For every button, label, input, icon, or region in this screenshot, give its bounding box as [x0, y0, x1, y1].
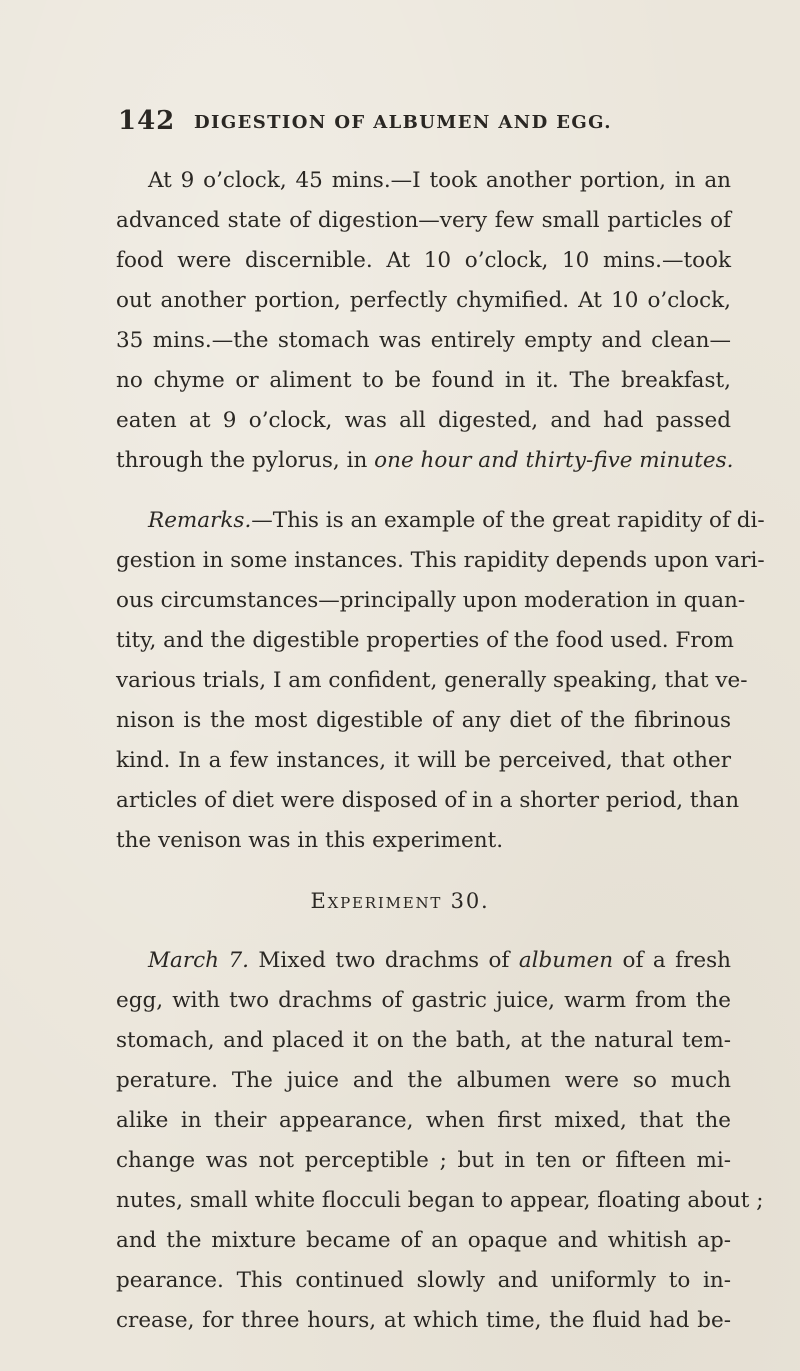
page-header — [108, 106, 738, 146]
text-line: perature. The juice and the albumen were so much — [116, 1068, 731, 1093]
italic-phrase: one hour and thirty-five minutes. — [374, 448, 734, 473]
text-segment: of a fresh — [613, 948, 731, 973]
text-line: 35 mins.—the stomach was entirely empty and clean— — [116, 328, 731, 353]
text-line: ous circumstances—principally upon moderation in quan- — [116, 588, 746, 613]
text-line: nison is the most digestible of any diet of the fibrinous — [116, 708, 731, 733]
text-line: articles of diet were disposed of in a shorter period, than — [116, 788, 740, 813]
section-heading: Experiment 30. — [310, 889, 490, 913]
text-line — [148, 507, 765, 535]
text-line: tity, and the digestible properties of the food used. From — [116, 628, 734, 653]
text-line: gestion in some instances. This rapidity depends upon vari- — [116, 548, 765, 573]
text-line — [148, 947, 731, 975]
text-line: alike in their appearance, when first mixed, that the — [116, 1108, 731, 1133]
text-line: and the mixture became of an opaque and whitish ap- — [116, 1228, 731, 1253]
date-label: March 7. — [148, 948, 249, 973]
text-line: various trials, I am confident, generally speaking, that ve- — [116, 668, 748, 693]
remarks-label: Remarks. — [148, 508, 252, 533]
text-line: advanced state of digestion—very few small particles of — [116, 208, 731, 233]
text-line — [116, 447, 734, 475]
page-number: 142 — [118, 106, 176, 136]
text-line: no chyme or aliment to be found in it. The breakfast, — [116, 368, 731, 393]
text-line: egg, with two drachms of gastric juice, warm from the — [116, 988, 731, 1013]
text-line: nutes, small white flocculi began to appear, floating about ; — [116, 1188, 764, 1213]
text-line: the venison was in this experiment. — [116, 828, 504, 853]
text-line: eaten at 9 o’clock, was all digested, and had passed — [116, 408, 731, 433]
text-line: change was not perceptible ; but in ten or fifteen mi- — [116, 1148, 731, 1173]
text-line: pearance. This continued slowly and uniformly to in- — [116, 1268, 731, 1293]
text-line: out another portion, perfectly chymified. At 10 o’clock, — [116, 288, 731, 313]
running-head: DIGESTION OF ALBUMEN AND EGG. — [194, 112, 612, 133]
italic-word: albumen — [518, 948, 614, 973]
text-line: stomach, and placed it on the bath, at the natural tem- — [116, 1028, 731, 1053]
text-segment: —This is an example of the great rapidity of di- — [251, 508, 765, 533]
text-segment: through the pylorus, in — [116, 448, 375, 473]
text-line: At 9 o’clock, 45 mins.—I took another portion, in an — [148, 168, 731, 193]
text-line: food were discernible. At 10 o’clock, 10 mins.—took — [116, 248, 731, 273]
text-line: kind. In a few instances, it will be perceived, that other — [116, 748, 731, 773]
text-line: crease, for three hours, at which time, the fluid had be- — [116, 1308, 731, 1333]
text-segment: Mixed two drachms of — [248, 948, 519, 973]
